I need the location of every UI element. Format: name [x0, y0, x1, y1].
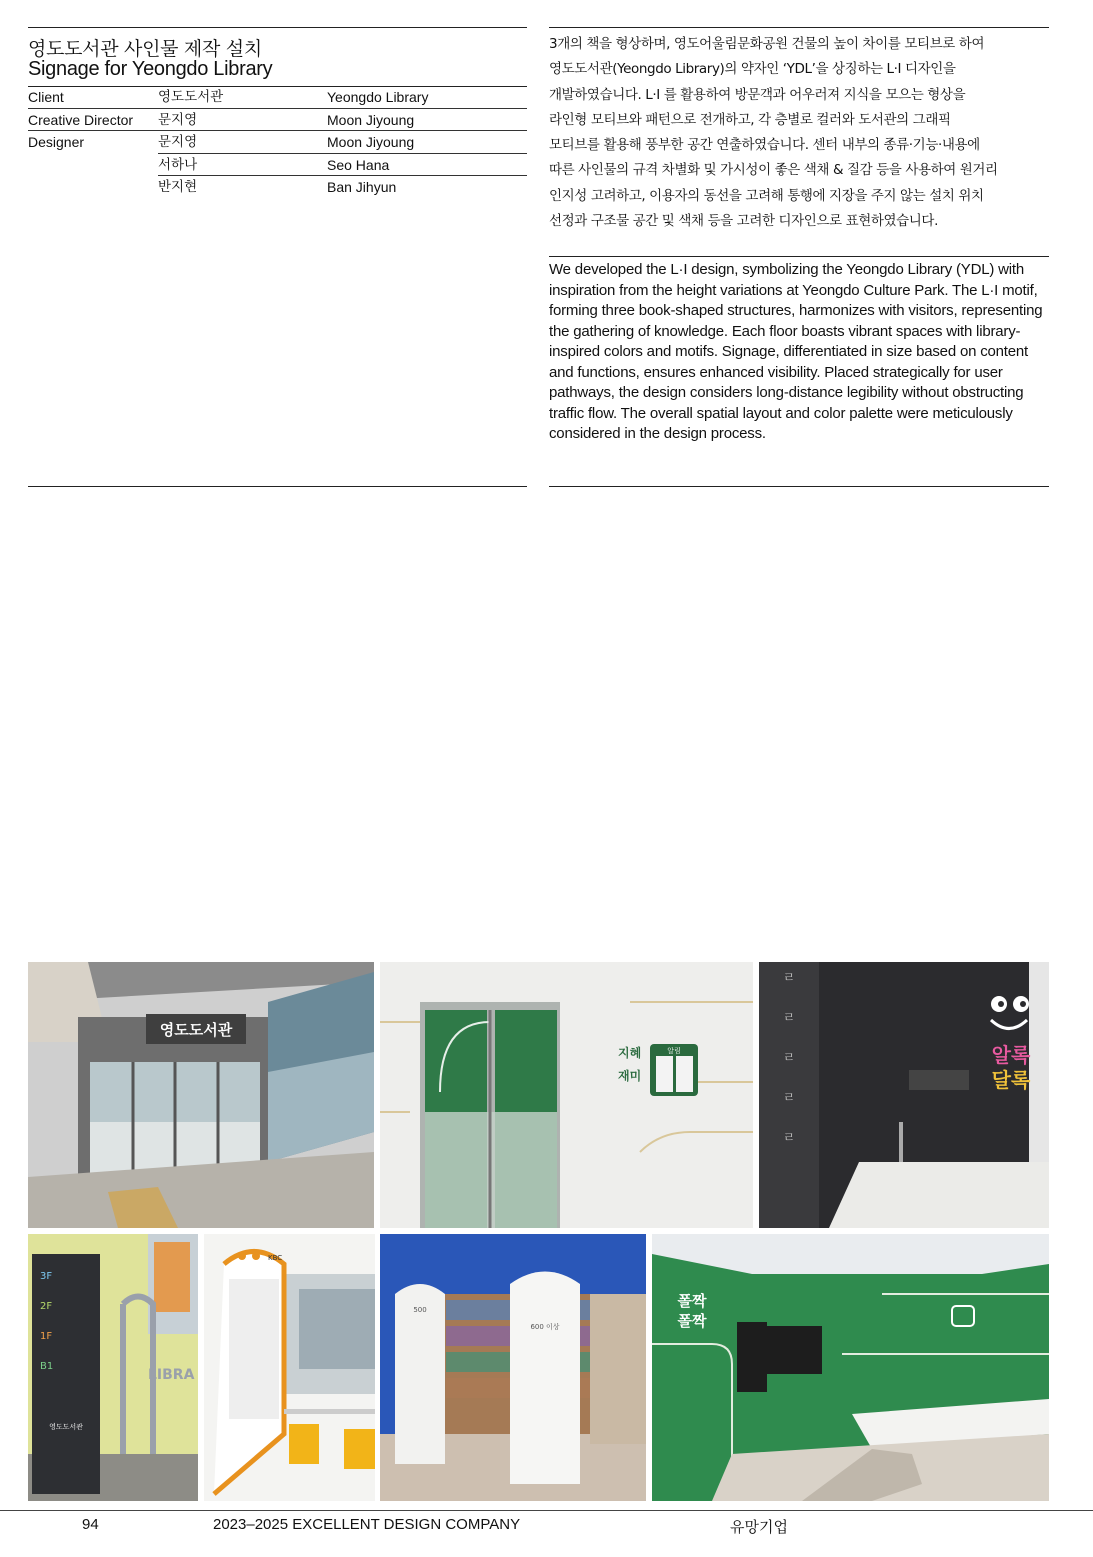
credit-name-ko: 문지영: [158, 134, 198, 151]
text-bottom-rule-right: [549, 486, 1049, 487]
photo-green-room: [652, 1234, 1049, 1501]
room-wall-word-2: 폴짝: [677, 1312, 707, 1330]
shelf-sign-1: 500: [413, 1306, 427, 1314]
description-line: 라인형 모티브와 패턴으로 전개하고, 각 층별로 컬러와 도서관의 그래픽: [549, 111, 951, 128]
room-wall-word-1: 폴짝: [677, 1292, 707, 1310]
description-line: 인지성 고려하고, 이용자의 동선을 고려해 통행에 지장을 주지 않는 설치 위치: [549, 187, 984, 204]
directory-logo-text: 영도도서관: [49, 1423, 83, 1431]
credits-table: [28, 86, 527, 199]
top-rule-right: [549, 27, 1049, 28]
photo-orange-panel: [204, 1234, 375, 1501]
wall-pattern-char: ㄹ: [782, 971, 796, 986]
mid-rule-right: [549, 256, 1049, 257]
text-bottom-rule-left: [28, 486, 527, 487]
credit-name-en: Moon Jiyoung: [327, 134, 415, 151]
wall-pattern-char: ㄹ: [782, 1051, 796, 1066]
photo-bookshelves: [380, 1234, 646, 1501]
photo-green-door: [380, 962, 753, 1228]
credit-role: Creative Director: [28, 111, 134, 128]
wall-word-2: 달록: [991, 1068, 1031, 1092]
credit-name-en: Ban Jihyun: [327, 179, 397, 196]
wall-pattern-char: ㄹ: [782, 1011, 796, 1026]
footer-rule: [0, 1510, 1093, 1511]
description-korean: [549, 32, 1049, 234]
credit-role: Designer: [28, 134, 85, 151]
credit-name-en: Yeongdo Library: [327, 89, 429, 105]
panel-badge: KBC: [268, 1254, 283, 1262]
notice-board-label: 알림: [667, 1047, 681, 1055]
entrance-sign-text: 영도도서관: [159, 1021, 233, 1039]
footer-publication: 2023–2025 EXCELLENT DESIGN COMPANY: [213, 1516, 521, 1533]
credit-name-ko: 서하나: [158, 156, 198, 173]
floor-label: 2F: [40, 1301, 53, 1312]
credit-row-client: [28, 86, 527, 109]
photo-floor-directory: [28, 1234, 198, 1501]
floor-wall-word: LIBRA: [148, 1367, 195, 1383]
description-line: 모티브를 활용해 풍부한 공간 연출하였습니다. 센터 내부의 종류·기능·내용에: [549, 137, 980, 154]
description-english: We developed the L·I design, symbolizing the Yeongdo Library (YDL) with inspiration from the height variations at Yeongdo Culture Park. The L·I motif, forming three book-shaped structures, harmonizes with visitors, representing the gathering of knowledge. Each floor boasts vibrant spaces with library-inspired colors and motifs. Signage, differentiated in size based on content and functions, ensures enhanced visibility. Placed strategically for user pathways, the design considers long-distance legibility without obstructing traffic flow. The overall spatial layout and color palette were meticulously considered in the design process.: [549, 261, 1043, 442]
description-line: 영도도서관(Yeongdo Library)의 약자인 ‘YDL’을 상징하는 L·I 디자인을: [549, 61, 956, 78]
credit-name-ko: 영도도서관: [158, 89, 224, 105]
wall-pattern-char: ㄹ: [782, 1091, 796, 1106]
floor-label: B1: [40, 1361, 54, 1372]
description-line: 개발하였습니다. L·I 를 활용하여 방문객과 어우러져 지식을 모으는 형상을: [549, 86, 966, 103]
photo-library-entrance: [28, 962, 374, 1228]
credit-name-ko: 문지영: [158, 111, 198, 128]
top-rule-left: [28, 27, 527, 28]
credit-role: Client: [28, 89, 64, 105]
credit-row-creative-director: [28, 109, 527, 132]
footer-company: 유망기업: [730, 1518, 788, 1536]
credit-name-en: Moon Jiyoung: [327, 111, 415, 128]
wall-pattern-char: ㄹ: [782, 1131, 796, 1146]
title-korean: 영도도서관 사인물 제작 설치: [28, 38, 262, 60]
credit-row-designer: [28, 131, 527, 154]
photo-dark-wall: [759, 962, 1049, 1228]
footer-page-number: 94: [82, 1516, 99, 1533]
floor-label: 3F: [40, 1271, 53, 1282]
door-sign-text-2: 재미: [618, 1069, 642, 1083]
wall-word-1: 알록: [991, 1043, 1031, 1067]
credit-name-en: Seo Hana: [327, 156, 390, 173]
floor-label: 1F: [40, 1331, 53, 1342]
description-line: 선정과 구조물 공간 및 색채 등을 고려한 디자인으로 표현하였습니다.: [549, 213, 938, 230]
credit-name-ko: 반지현: [158, 179, 198, 196]
description-line: 따른 사인물의 규격 차별화 및 가시성이 좋은 색채 & 질감 등을 사용하여 원거리: [549, 162, 998, 179]
door-sign-text-1: 지혜: [618, 1046, 642, 1060]
credit-row-designer-3: [28, 176, 527, 199]
shelf-sign-2: 600 이상: [530, 1323, 560, 1331]
description-line: 3개의 책을 형상하며, 영도어울림문화공원 건물의 높이 차이를 모티브로 하여: [549, 36, 985, 52]
credit-row-designer-2: [28, 154, 527, 177]
title-english: Signage for Yeongdo Library: [28, 58, 273, 80]
